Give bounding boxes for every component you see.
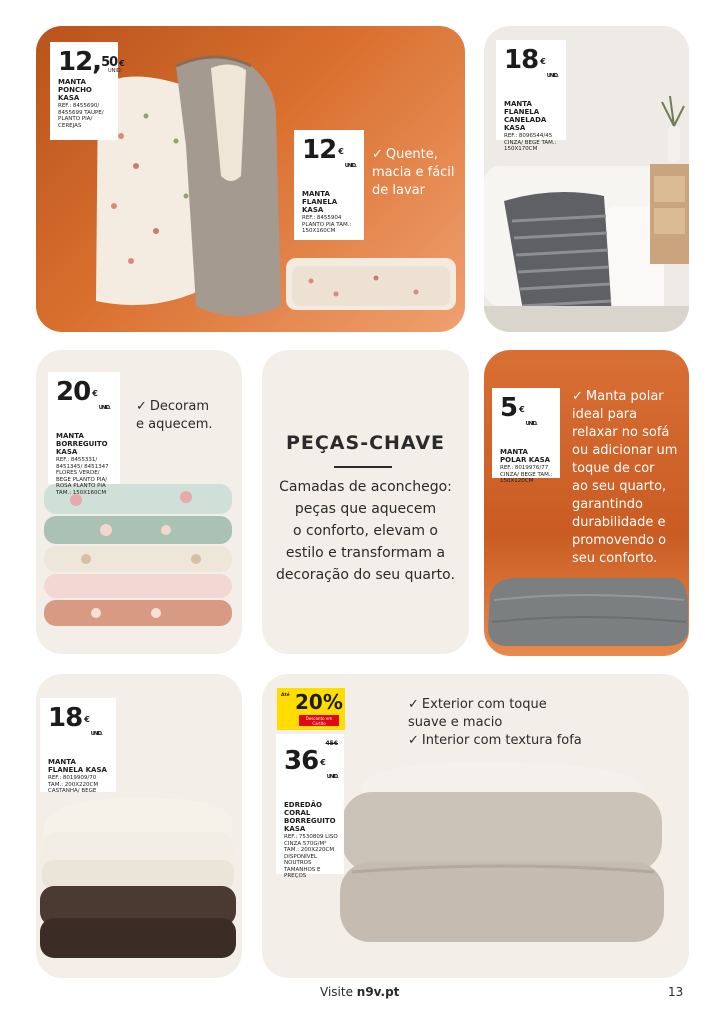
product-details: REF.: 8096544/45 CINZA/ BEGE TAM.: 150X170CM (504, 133, 557, 152)
product-name: MANTA BORREGUITO KASA (56, 432, 108, 456)
section-title: PEÇAS-CHAVE (285, 432, 446, 454)
product-name: MANTA PONCHO KASA (58, 78, 92, 102)
price: 18 € UNID. (504, 45, 558, 79)
feature-text-borreguito: ✓ Decoram e aquecem. (136, 399, 213, 432)
price: 36 € UNID. (284, 746, 338, 780)
card-poncho (36, 26, 465, 332)
product-name: MANTA FLANELA CANELADA KASA (504, 100, 547, 132)
price-tag-poncho (50, 42, 124, 140)
product-details: REF.: 8019976/77 CINZA/ BEGE TAM.: 150X120CM (500, 465, 553, 484)
badge-label: Desconto em Cartão (299, 715, 339, 726)
price: 18 € UNID. (48, 703, 102, 737)
card-polar (484, 350, 689, 656)
price: 20 € UNID. (56, 377, 110, 411)
product-details: REF.: 8019909/70 TAM.: 200X220CM CASTANHA/ BEGE (48, 775, 99, 794)
price: 5 € UNID. (500, 393, 537, 427)
price: 12, 50 € (58, 47, 124, 77)
feature-text-flanela: ✓ Quente, macia e fácil de lavar (372, 147, 455, 198)
old-price: 45€ (325, 740, 338, 747)
section-text: Camadas de aconchego: peças que aquecem o conforto, elevam o estilo e transformam a decoração do seu quarto. (276, 479, 455, 583)
title-divider (334, 466, 392, 468)
footer (0, 985, 724, 1005)
product-name: EDREDÃO CORAL BORREGUITO KASA (284, 801, 336, 833)
feature-text-edredao: ✓ Exterior com toque suave e macio ✓ Interior com textura fofa (408, 697, 582, 748)
unit: UNID. (108, 68, 123, 74)
discount-badge (277, 688, 345, 730)
product-details: REF.: 7530809 LISO CINZA 570G/M² TAM.: 200X220CM DISPONÍVEL NOUTROS TAMANHOS E PREÇOS (284, 834, 338, 879)
price-tag-flanela-castanha (40, 698, 116, 792)
card-pecas-chave (262, 350, 469, 654)
price-tag-canelada (496, 40, 566, 152)
card-flanela-castanha (36, 674, 242, 978)
product-name: MANTA FLANELA KASA (48, 758, 107, 774)
feature-text-polar: ✓ Manta polar ideal para relaxar no sofá ou adicionar um toque de cor ao seu quarto, garantindo durabilidade e promovendo o seu conforto. (572, 389, 678, 566)
card-canelada (484, 26, 689, 332)
badge-percent: 20% (295, 690, 343, 714)
product-details: REF.: 8455331/ 8451345/ 8451347 FLORES VERDE/ BEGE PLANTO PIA/ ROSA PLANTO PIA TAM.: 150X160CM (56, 457, 109, 496)
visit-text: Visite n9v.pt (320, 985, 400, 999)
site-link[interactable]: n9v.pt (356, 985, 400, 999)
price-tag-flanela (294, 130, 364, 240)
product-details: REF.: 8455904 PLANTO PIA TAM.: 150X160CM (302, 215, 352, 234)
product-name: MANTA FLANELA KASA (302, 190, 338, 214)
badge-prefix: Até (281, 693, 290, 698)
page-number: 13 (668, 985, 684, 999)
card-borreguito (36, 350, 242, 654)
price-tag-edredao (276, 734, 344, 879)
price-tag-polar (492, 388, 560, 484)
price: 12 € UNID. (302, 135, 356, 169)
product-name: MANTA POLAR KASA (500, 448, 551, 464)
product-details: REF.: 8455690/ 8455699 TAUPE/ PLANTO PIA/ CEREJAS (58, 103, 104, 129)
price-tag-borreguito (48, 372, 120, 496)
